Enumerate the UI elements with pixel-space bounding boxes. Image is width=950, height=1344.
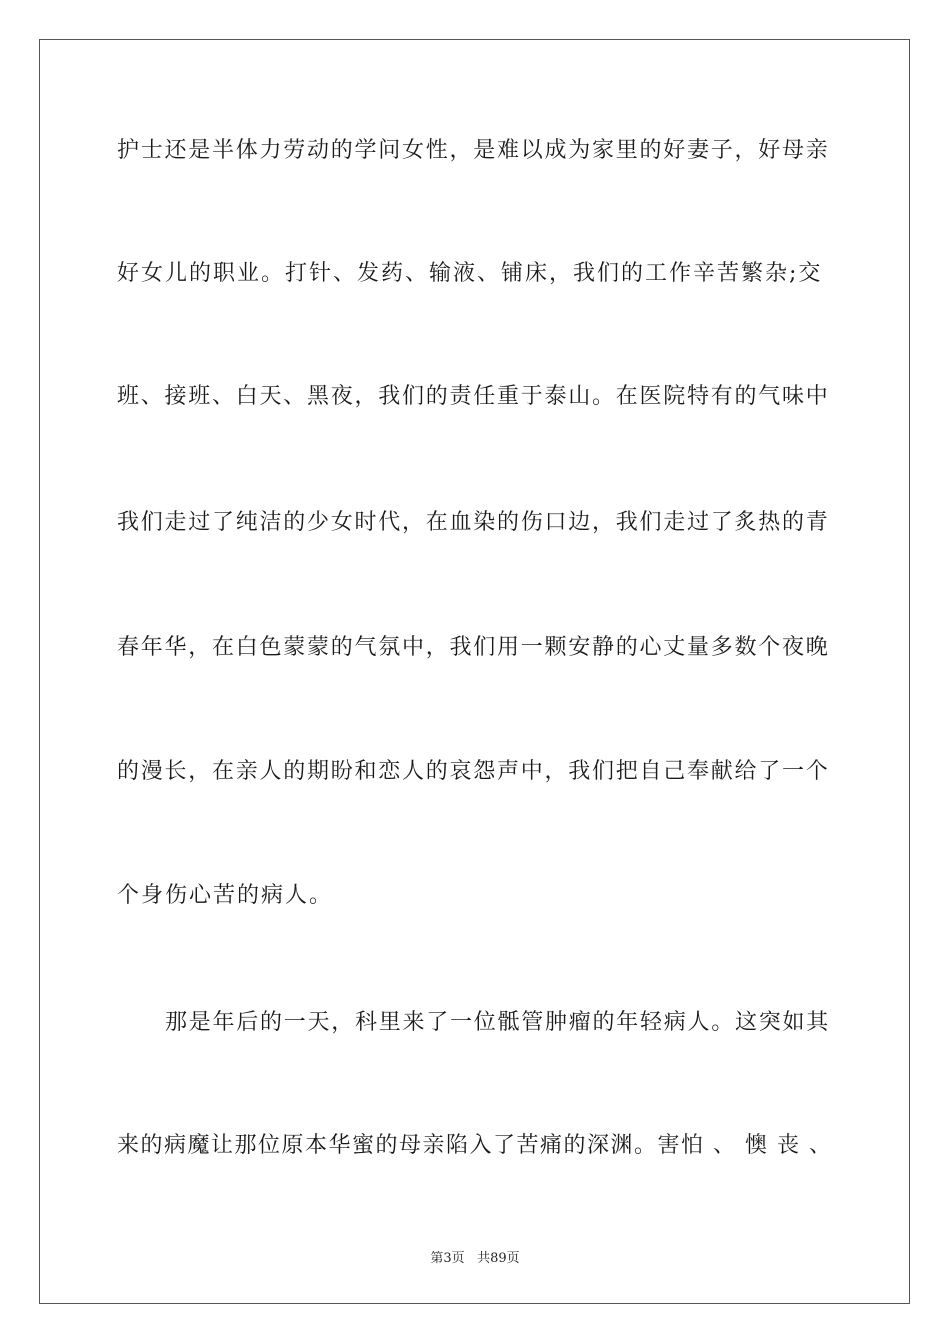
page-number: 第3页 [430, 1251, 465, 1266]
page-frame [39, 39, 910, 1304]
text-line: 的漫长，在亲人的期盼和恋人的哀怨声中，我们把自己奉献给了一个 [117, 759, 830, 784]
text-line: 来的病魔让那位原本华蜜的母亲陷入了苦痛的深渊。害怕 、 懊 丧 、 [117, 1133, 833, 1158]
text-line: 好女儿的职业。打针、发药、输液、铺床，我们的工作辛苦繁杂;交 [117, 261, 823, 286]
text-line: 护士还是半体力劳动的学问女性，是难以成为家里的好妻子，好母亲 [117, 138, 830, 163]
text-line: 班、接班、白天、黑夜，我们的责任重于泰山。在医院特有的气味中 [117, 384, 830, 409]
total-pages: 共89页 [477, 1251, 520, 1266]
text-line: 春年华，在白色蒙蒙的气氛中，我们用一颗安静的心丈量多数个夜晚 [117, 635, 830, 660]
text-line-indented: 那是年后的一天，科里来了一位骶管肿瘤的年轻病人。这突如其 [165, 1010, 831, 1035]
text-line: 个身伤心苦的病人。 [117, 883, 334, 908]
text-line: 我们走过了纯洁的少女时代，在血染的伤口边，我们走过了炙热的青 [117, 510, 830, 535]
page-footer [0, 1247, 950, 1266]
